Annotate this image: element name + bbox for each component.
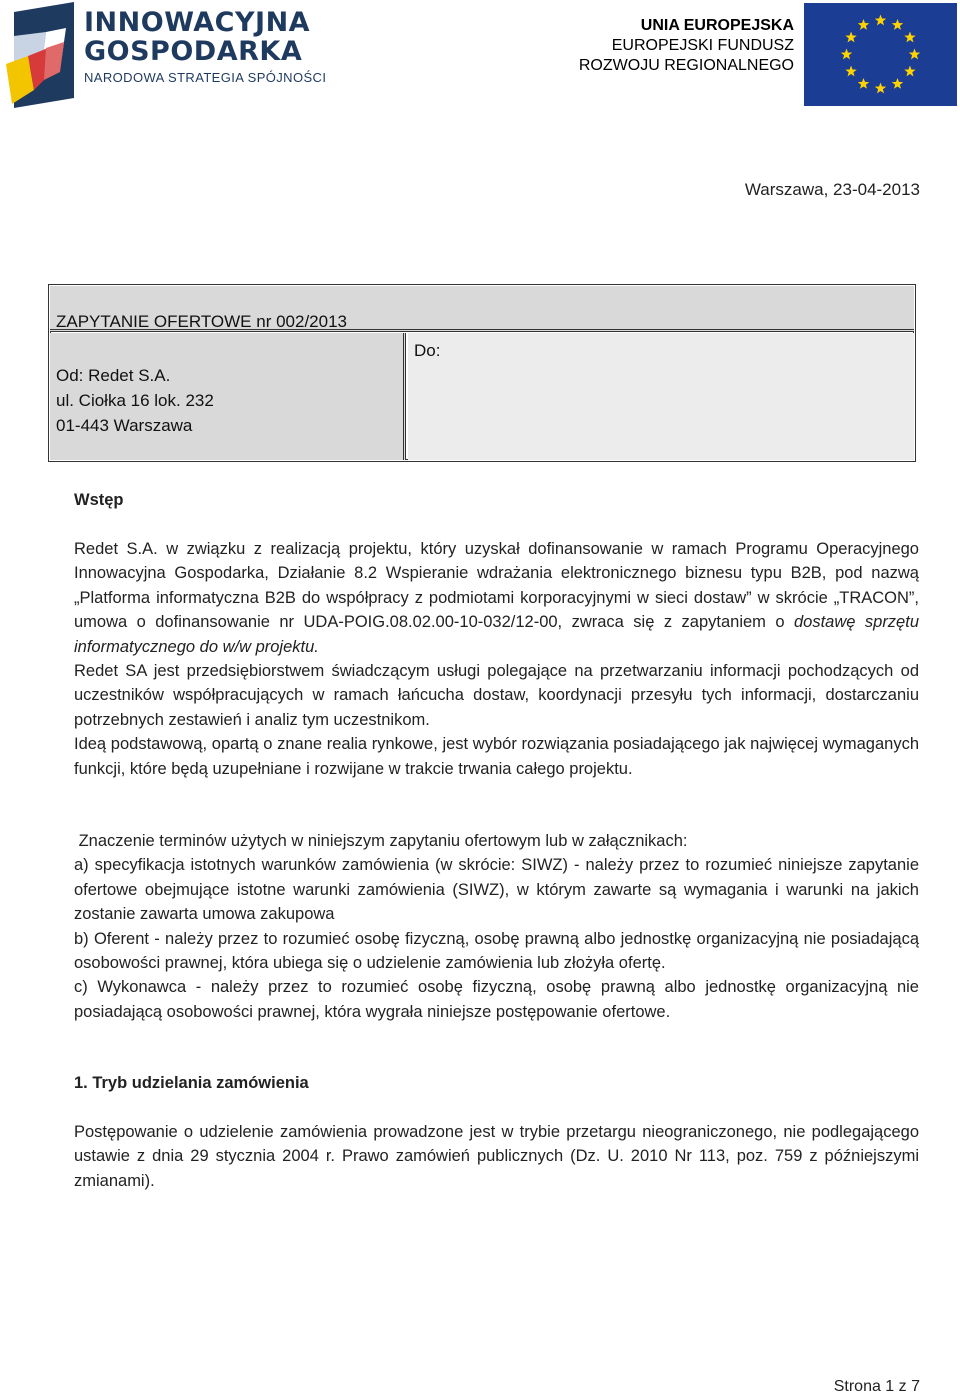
eu-line-3: ROZWOJU REGIONALNEGO (578, 57, 794, 74)
innowacyjna-gospodarka-logo-text (84, 8, 326, 85)
intro-paragraph-2: Redet SA jest przedsiębiorstwem świadczącym usługi polegające na przetwarzaniu informacji pochodzących od uczestników współpracujących w ramach łańcucha dostaw, koordynacji przesyłu tych informacji, dostarczaniu potrzebnych zestawień i analiz tym uczestnikom. (74, 662, 919, 729)
sender-line: Od: Redet S.A. (56, 366, 171, 385)
eu-fund-label (579, 16, 794, 76)
sender-line: ul. Ciołka 16 lok. 232 (56, 391, 214, 410)
term-c: c) Wykonawca - należy przez to rozumieć osobę fizyczną, osobę prawną albo jednostkę organizacyjną nie posiadającą osobowości prawnej, która wygrała niniejsze postępowanie ofertowe. (74, 978, 919, 1021)
intro-text: Redet S.A. w związku z realizacją projektu, który uzyskał dofinansowanie w ramach Programu Operacyjnego Innowacyjna Gospodarka, Działanie 8.2 Wspieranie wdrażania elektronicznego biznesu typu B2B, pod nazwą „Platforma informatyczna B2B do współpracy z podmiotami korporacyjnymi w sieci dostaw” w skrócie „TRACON”, umowa o dofinansowanie nr UDA-POIG.08.02.00-10-032/12-00, zwraca się z zapytaniem o (74, 540, 919, 632)
intro-paragraph-3: Ideą podstawową, opartą o znane realia rynkowe, jest wybór rozwiązania posiadającego jak najwięcej wymaganych funkcji, które będą uzupełniane i rozwijane w trakcie trwania całego projektu. (74, 735, 919, 778)
request-title: ZAPYTANIE OFERTOWE nr 002/2013 (56, 312, 347, 331)
recipient-label: Do: (414, 341, 441, 360)
terms-section (74, 829, 919, 1024)
term-b: b) Oferent - należy przez to rozumieć osobę fizyczną, osobę prawną albo jednostkę organizacyjną nie posiadającą osobowości prawnej, która ubiega się o udzielenie zamówienia lub złożyła ofertę. (74, 929, 919, 973)
eu-line-1: UNIA EUROPEJSKA (640, 17, 794, 34)
sender-cell (50, 333, 406, 460)
intro-italic-text: dostawę sprzętu informatycznego do w/w projektu. (74, 613, 919, 656)
section-1-heading: 1. Tryb udzielania zamówienia (74, 1074, 309, 1092)
intro-paragraph-1 (74, 537, 919, 659)
intro-section (74, 537, 919, 781)
intro-heading: Wstęp (74, 491, 124, 509)
term-a: a) specyfikacja istotnych warunków zamówienia (w skrócie: SIWZ) - należy przez to rozumieć niniejsze zapytanie ofertowe obejmujące istotne warunki zamówienia (SIWZ), w którym zawarte są wymagania i warunki na jakich zostanie zawarta umowa zakupowa (74, 856, 919, 924)
page-number: Strona 1 z 7 (833, 1378, 920, 1395)
document-date: Warszawa, 23-04-2013 (744, 180, 920, 199)
eu-flag-icon (804, 3, 957, 106)
innowacyjna-gospodarka-logo-icon (6, 2, 76, 110)
recipient-cell (408, 333, 914, 460)
eu-line-2: EUROPEJSKI FUNDUSZ (611, 37, 794, 54)
logo-line-1: INNOWACYJNA (84, 7, 311, 38)
box-title-cell (50, 286, 914, 332)
sender-line: 01-443 Warszawa (56, 416, 193, 435)
logo-line-2: GOSPODARKA (84, 36, 303, 67)
section-1-text: Postępowanie o udzielenie zamówienia prowadzone jest w trybie przetargu nieograniczonego, nie podlegającego ustawie z dnia 29 stycznia 2004 r. Prawo zamówień publicznych (Dz. U. 2010 Nr 113, poz. 759 z późniejszymi zmianami). (74, 1123, 919, 1190)
terms-intro: Znaczenie terminów użytych w niniejszym zapytaniu ofertowym lub w załącznikach: (74, 832, 688, 850)
logo-line-3: NARODOWA STRATEGIA SPÓJNOŚCI (84, 70, 327, 85)
